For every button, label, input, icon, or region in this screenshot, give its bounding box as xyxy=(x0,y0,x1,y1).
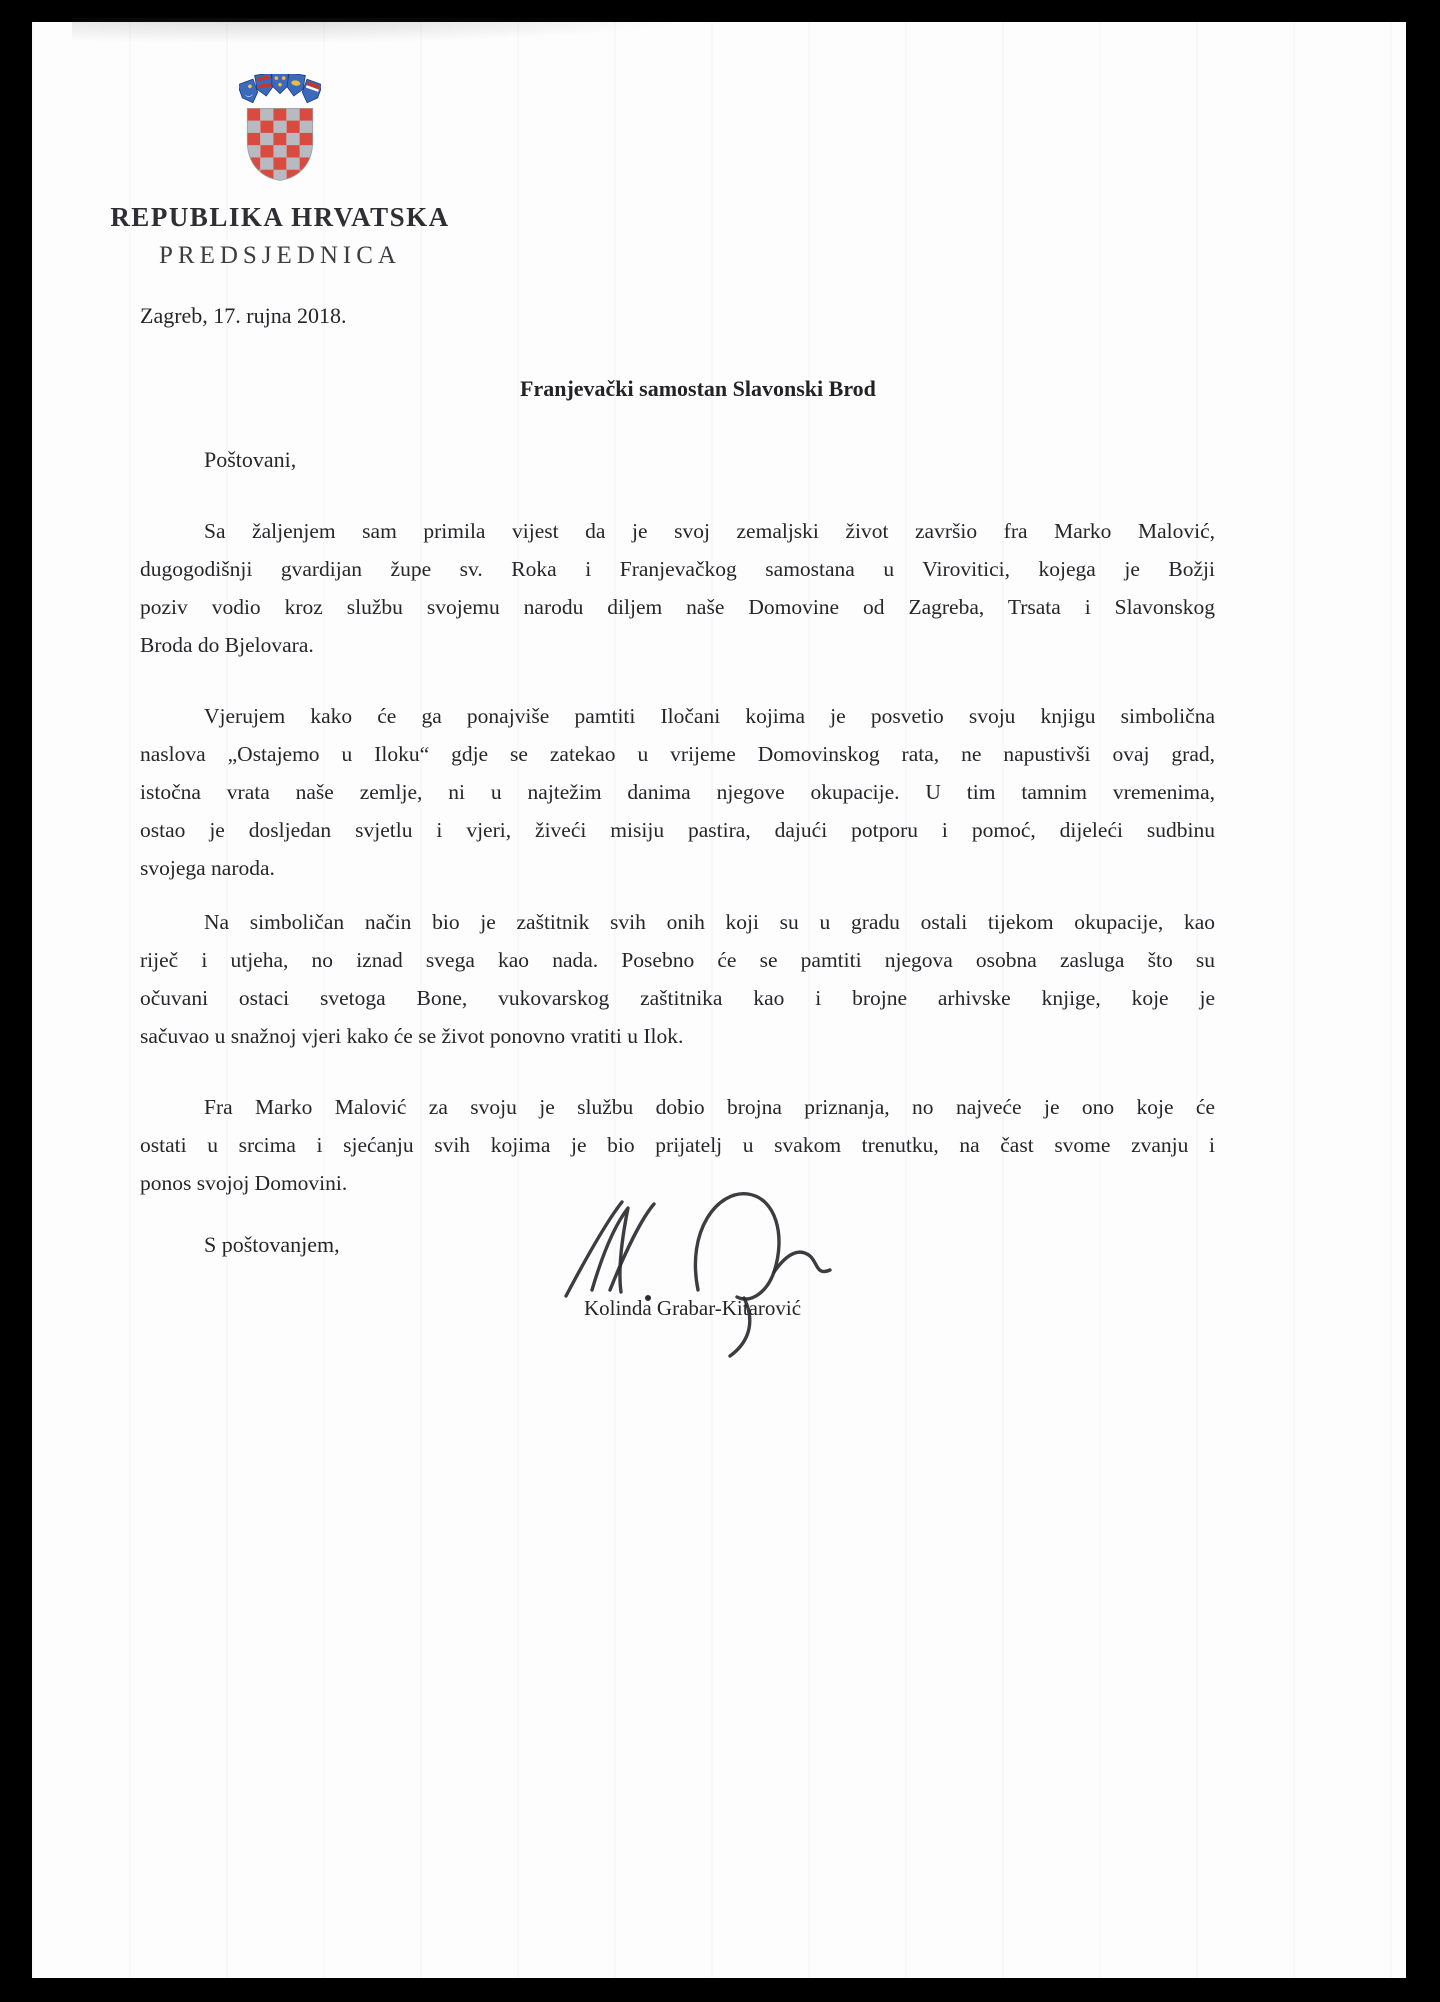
paragraph xyxy=(140,903,1215,1055)
paragraph-line: sačuvao u snažnoj vjeri kako će se život ponovno vratiti u Ilok. xyxy=(140,1024,684,1048)
paragraph-line: dugogodišnji gvardijan župe sv. Roka i Franjevačkog samostana u Virovitici, kojega je Božji xyxy=(140,557,1215,581)
paragraph-line: poziv vodio kroz službu svojemu narodu diljem naše Domovine od Zagreba, Trsata i Slavonskog xyxy=(140,595,1215,619)
paragraph-line: istočna vrata naše zemlje, ni u najtežim danima njegove okupacije. U tim tamnim vremenima, xyxy=(140,780,1215,804)
letter-page xyxy=(32,22,1406,1978)
dateline: Zagreb, 17. rujna 2018. xyxy=(140,303,347,328)
letterhead-office: PREDSJEDNICA xyxy=(159,242,401,269)
paragraph-line: ostati u srcima i sjećanju svih kojima je bio prijatelj u svakom trenutku, na čast svome zvanju i xyxy=(140,1133,1215,1157)
paragraph-line: Broda do Bjelovara. xyxy=(140,633,314,657)
paragraph-line: Sa žaljenjem sam primila vijest da je svoj zemaljski život završio fra Marko Malović, xyxy=(204,519,1215,543)
paragraph-line: Na simboličan način bio je zaštitnik svih onih koji su u gradu ostali tijekom okupacije, kao xyxy=(204,910,1215,934)
paragraph xyxy=(140,512,1215,664)
paragraph-line: svojega naroda. xyxy=(140,856,275,880)
paragraph-line: Vjerujem kako će ga ponajviše pamtiti Iločani kojima je posvetio svoju knjigu simbolična xyxy=(204,704,1215,728)
paragraph-line: riječ i utjeha, no iznad svega kao nada. Posebno će se pamtiti njegova osobna zasluga što su xyxy=(140,948,1215,972)
closing: S poštovanjem, xyxy=(204,1232,340,1257)
handwritten-signature xyxy=(548,1178,848,1363)
addressee: Franjevački samostan Slavonski Brod xyxy=(520,376,876,401)
paragraph-line: ponos svojoj Domovini. xyxy=(140,1171,348,1195)
paragraph-line: ostao je dosljedan svjetlu i vjeri, živeći misiju pastira, dajući potporu i pomoć, dijeleći sudbinu xyxy=(140,818,1215,842)
paragraph-line: očuvani ostaci svetoga Bone, vukovarskog zaštitnika kao i brojne arhivske knjige, koje je xyxy=(140,986,1215,1010)
salutation: Poštovani, xyxy=(204,447,297,472)
paragraph-line: Fra Marko Malović za svoju je službu dobio brojna priznanja, no najveće je ono koje će xyxy=(204,1095,1215,1119)
paragraph xyxy=(140,697,1215,887)
signer-name: Kolinda Grabar-Kitarović xyxy=(584,1296,802,1320)
paragraph-line: naslova „Ostajemo u Iloku“ gdje se zatekao u vrijeme Domovinskog rata, ne napustivši ovaj grad, xyxy=(140,742,1215,766)
letter-body xyxy=(140,22,1215,1322)
letterhead-country: REPUBLIKA HRVATSKA xyxy=(110,202,450,232)
